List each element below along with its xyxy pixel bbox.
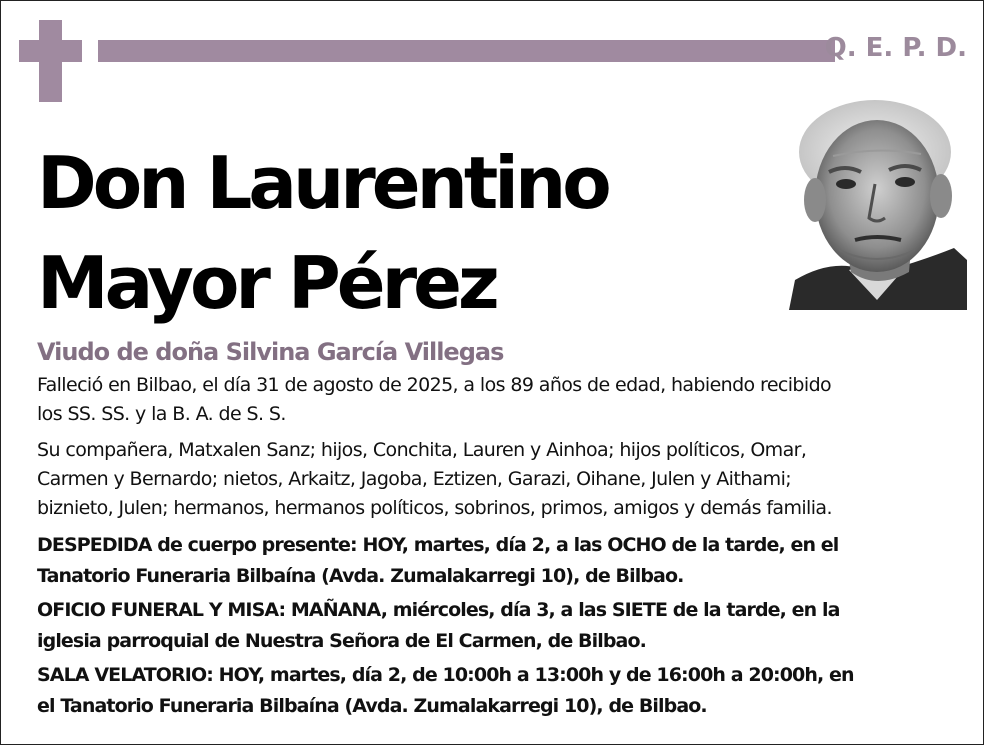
text-line: biznieto, Julen; hermanos, hermanos políticos, sobrinos, primos, amigos y demás familia. [37, 497, 832, 519]
despedida-paragraph [37, 530, 962, 592]
sala-velatorio-paragraph [37, 660, 962, 722]
text-line: OFICIO FUNERAL Y MISA: MAÑANA, miércoles, día 3, a las SIETE de la tarde, en la [37, 599, 840, 621]
portrait-photo [789, 100, 967, 310]
text-line: Falleció en Bilbao, el día 31 de agosto de 2025, a los 89 años de edad, habiendo recibido [37, 374, 832, 396]
text-line: iglesia parroquial de Nuestra Señora de El Carmen, de Bilbao. [37, 630, 646, 652]
text-line: Tanatorio Funeraria Bilbaína (Avda. Zumalakarregi 10), de Bilbao. [37, 565, 684, 587]
cross-icon [19, 20, 82, 102]
widow-subtitle: Viudo de doña Silvina García Villegas [37, 338, 504, 366]
notice-content [37, 338, 962, 725]
deceased-name [37, 133, 608, 333]
header-divider-bar [98, 40, 835, 62]
text-line: Su compañera, Matxalen Sanz; hijos, Conchita, Lauren y Ainhoa; hijos políticos, Omar, [37, 439, 807, 461]
text-line: los SS. SS. y la B. A. de S. S. [37, 403, 286, 425]
text-line: SALA VELATORIO: HOY, martes, día 2, de 10:00h a 13:00h y de 16:00h a 20:00h, en [37, 664, 854, 686]
text-line: Carmen y Bernardo; nietos, Arkaitz, Jagoba, Eztizen, Garazi, Oihane, Julen y Aithami; [37, 468, 792, 490]
family-paragraph [37, 436, 962, 523]
qepd-label: Q. E. P. D. [824, 33, 967, 63]
name-line-1: Don Laurentino [37, 141, 608, 225]
text-line: el Tanatorio Funeraria Bilbaína (Avda. Zumalakarregi 10), de Bilbao. [37, 695, 707, 717]
oficio-paragraph [37, 595, 962, 657]
text-line: DESPEDIDA de cuerpo presente: HOY, martes, día 2, a las OCHO de la tarde, en el [37, 534, 839, 556]
death-notice-paragraph [37, 371, 962, 429]
name-line-2: Mayor Pérez [37, 241, 496, 325]
